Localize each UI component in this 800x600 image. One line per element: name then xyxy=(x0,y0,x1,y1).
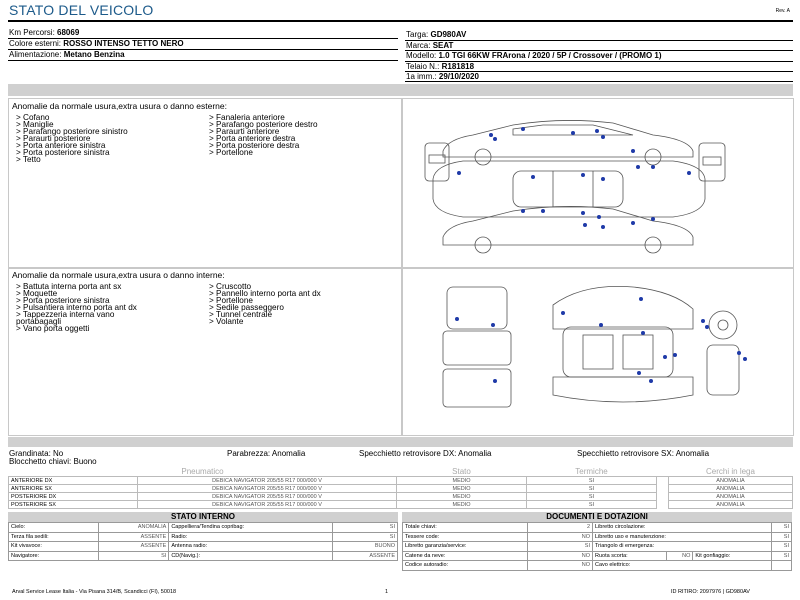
list-item: > Porta posteriore destra xyxy=(209,141,300,150)
list-item: > Tunnel centrale xyxy=(209,310,273,319)
list-item: > Porta anteriore destra xyxy=(209,134,296,143)
table-row: ANTERIORE DX DEBICA NAVIGATOR 205/55 R17 000/000 V MEDIO SI ANOMALIA xyxy=(9,477,793,485)
table-row: Tessere code: NO Libretto uso e manutenzione: SI xyxy=(403,532,792,542)
list-item: > Portellone xyxy=(209,148,253,157)
list-item: > Tetto xyxy=(16,155,41,164)
internal-diagram-panel xyxy=(402,268,794,436)
revision-label: Rev. A xyxy=(775,8,790,14)
table-row: POSTERIORE SX DEBICA NAVIGATOR 205/55 R17 000/000 V MEDIO SI ANOMALIA xyxy=(9,501,793,509)
stato-interno-title: STATO INTERNO xyxy=(8,512,398,522)
list-item: > Tappezzeria interna vano xyxy=(16,310,115,319)
damage-markers xyxy=(457,127,691,229)
list-item: > Porta anteriore sinistra xyxy=(16,141,106,150)
marca: Marca: SEAT xyxy=(406,41,454,50)
separator-bar-2 xyxy=(8,437,793,447)
list-item: > Battuta interna porta ant sx xyxy=(16,282,122,291)
title-underline xyxy=(8,20,793,22)
external-list-col2 xyxy=(209,114,318,156)
table-row: Cielo: ANOMALIA Cappelliera/Tendina copribag: SI xyxy=(9,523,398,533)
list-item: > Paraurti posteriore xyxy=(16,134,91,143)
table-row: ANTERIORE SX DEBICA NAVIGATOR 205/55 R17 000/000 V MEDIO SI ANOMALIA xyxy=(9,485,793,493)
list-item: > Parafango posteriore destro xyxy=(209,120,318,129)
list-item: > Sedile passeggero xyxy=(209,303,284,312)
table-row: Codice autoradio: NO Cavo elettrico: xyxy=(403,561,792,571)
specchietto-sx: Specchietto retrovisore SX: Anomalia xyxy=(577,449,710,458)
table-row: POSTERIORE DX DEBICA NAVIGATOR 205/55 R17 000/000 V MEDIO SI ANOMALIA xyxy=(9,493,793,501)
blocchetto-chiavi: Blocchetto chiavi: Buono xyxy=(9,457,97,466)
alimentazione: Alimentazione: Metano Benzina xyxy=(9,50,125,59)
documenti-section xyxy=(402,512,792,571)
parabrezza: Parabrezza: Anomalia xyxy=(227,449,306,458)
damage-markers xyxy=(455,297,747,383)
list-item: > Maniglie xyxy=(16,120,54,129)
targa: Targa: GD980AV xyxy=(406,30,467,39)
list-item: > Pulsantiera interno porta ant dx xyxy=(16,303,137,312)
list-item: > Volante xyxy=(209,317,244,326)
list-item: > Porta posteriore sinistra xyxy=(16,296,110,305)
list-item: > Moquette xyxy=(16,289,58,298)
tyres-table xyxy=(8,467,793,509)
km-percorsi: Km Percorsi: 68069 xyxy=(9,28,80,37)
footer-company: Arval Service Lease Italia - Via Pisana 314/B, Scandicci (FI), 50018 xyxy=(12,589,177,595)
prima-immatricolazione: 1a imm.: 29/10/2020 xyxy=(406,72,479,81)
internal-damages-title: Anomalie da normale usura,extra usura o danno interne: xyxy=(12,270,225,280)
internal-list-col2 xyxy=(209,283,321,325)
stato-interno-section xyxy=(8,512,398,561)
colore-esterni: Colore esterni: ROSSO INTENSO TETTO NERO xyxy=(9,39,184,48)
external-list-col1 xyxy=(16,114,128,163)
footer-page: 1 xyxy=(385,589,389,595)
list-item: > Vano porta oggetti xyxy=(16,324,90,333)
list-item: > Paraurti anteriore xyxy=(209,127,280,136)
table-row: Libretto garanzia/service: SI Triangolo di emergenza: SI xyxy=(403,542,792,552)
table-row: Terza fila sedili: ASSENTE Radio: SI xyxy=(9,532,398,542)
list-item: > Pannello interno porta ant dx xyxy=(209,289,321,298)
documenti-table xyxy=(402,522,792,571)
external-diagram-panel xyxy=(402,98,794,268)
modello: Modello: 1.0 TGI 66KW FRArona / 2020 / 5P / Crossover / (PROMO 1) xyxy=(406,51,662,60)
car-interior-diagram xyxy=(403,269,793,435)
separator-bar xyxy=(8,84,793,96)
external-damages-panel xyxy=(8,98,402,268)
list-item: > Cruscotto xyxy=(209,282,252,291)
list-item: > Cofano xyxy=(16,113,50,122)
list-item: > Portellone xyxy=(209,296,253,305)
specchietto-dx: Specchietto retrovisore DX: Anomalia xyxy=(359,449,492,458)
internal-list-col1 xyxy=(16,283,137,332)
stato-header: Stato xyxy=(397,467,527,477)
table-row: Navigatore: SI CD(Navig.): ASSENTE xyxy=(9,551,398,561)
pneumatico-header: Pneumatico xyxy=(9,467,397,477)
page-title: STATO DEL VEICOLO xyxy=(9,2,154,18)
table-row: Totale chiavi: 2 Libretto circolazione: SI xyxy=(403,523,792,533)
footer-id: ID RITIRO: 2097976 | GD980AV xyxy=(671,589,750,595)
list-item: > Parafango posteriore sinistro xyxy=(16,127,128,136)
list-item: portabagagli xyxy=(16,317,62,326)
internal-damages-panel xyxy=(8,268,402,436)
table-row: Catene da neve: NO Ruota scorta: NO Kit gonfiaggio: SI xyxy=(403,551,792,561)
car-exterior-diagram xyxy=(403,99,793,267)
telaio: Telaio N.: R181818 xyxy=(406,62,475,71)
documenti-title: DOCUMENTI E DOTAZIONI xyxy=(402,512,792,522)
cerchi-header: Cerchi in lega xyxy=(669,467,793,477)
list-item: > Fanaleria anteriore xyxy=(209,113,285,122)
termiche-header: Termiche xyxy=(527,467,657,477)
stato-interno-table xyxy=(8,522,398,561)
list-item: > Porta posteriore sinistra xyxy=(16,148,110,157)
grandinata: Grandinata: No xyxy=(9,449,64,458)
external-damages-title: Anomalie da normale usura,extra usura o danno esterne: xyxy=(12,101,227,111)
table-row: Kit vivavoce: ASSENTE Antenna radio: BUONO xyxy=(9,542,398,552)
